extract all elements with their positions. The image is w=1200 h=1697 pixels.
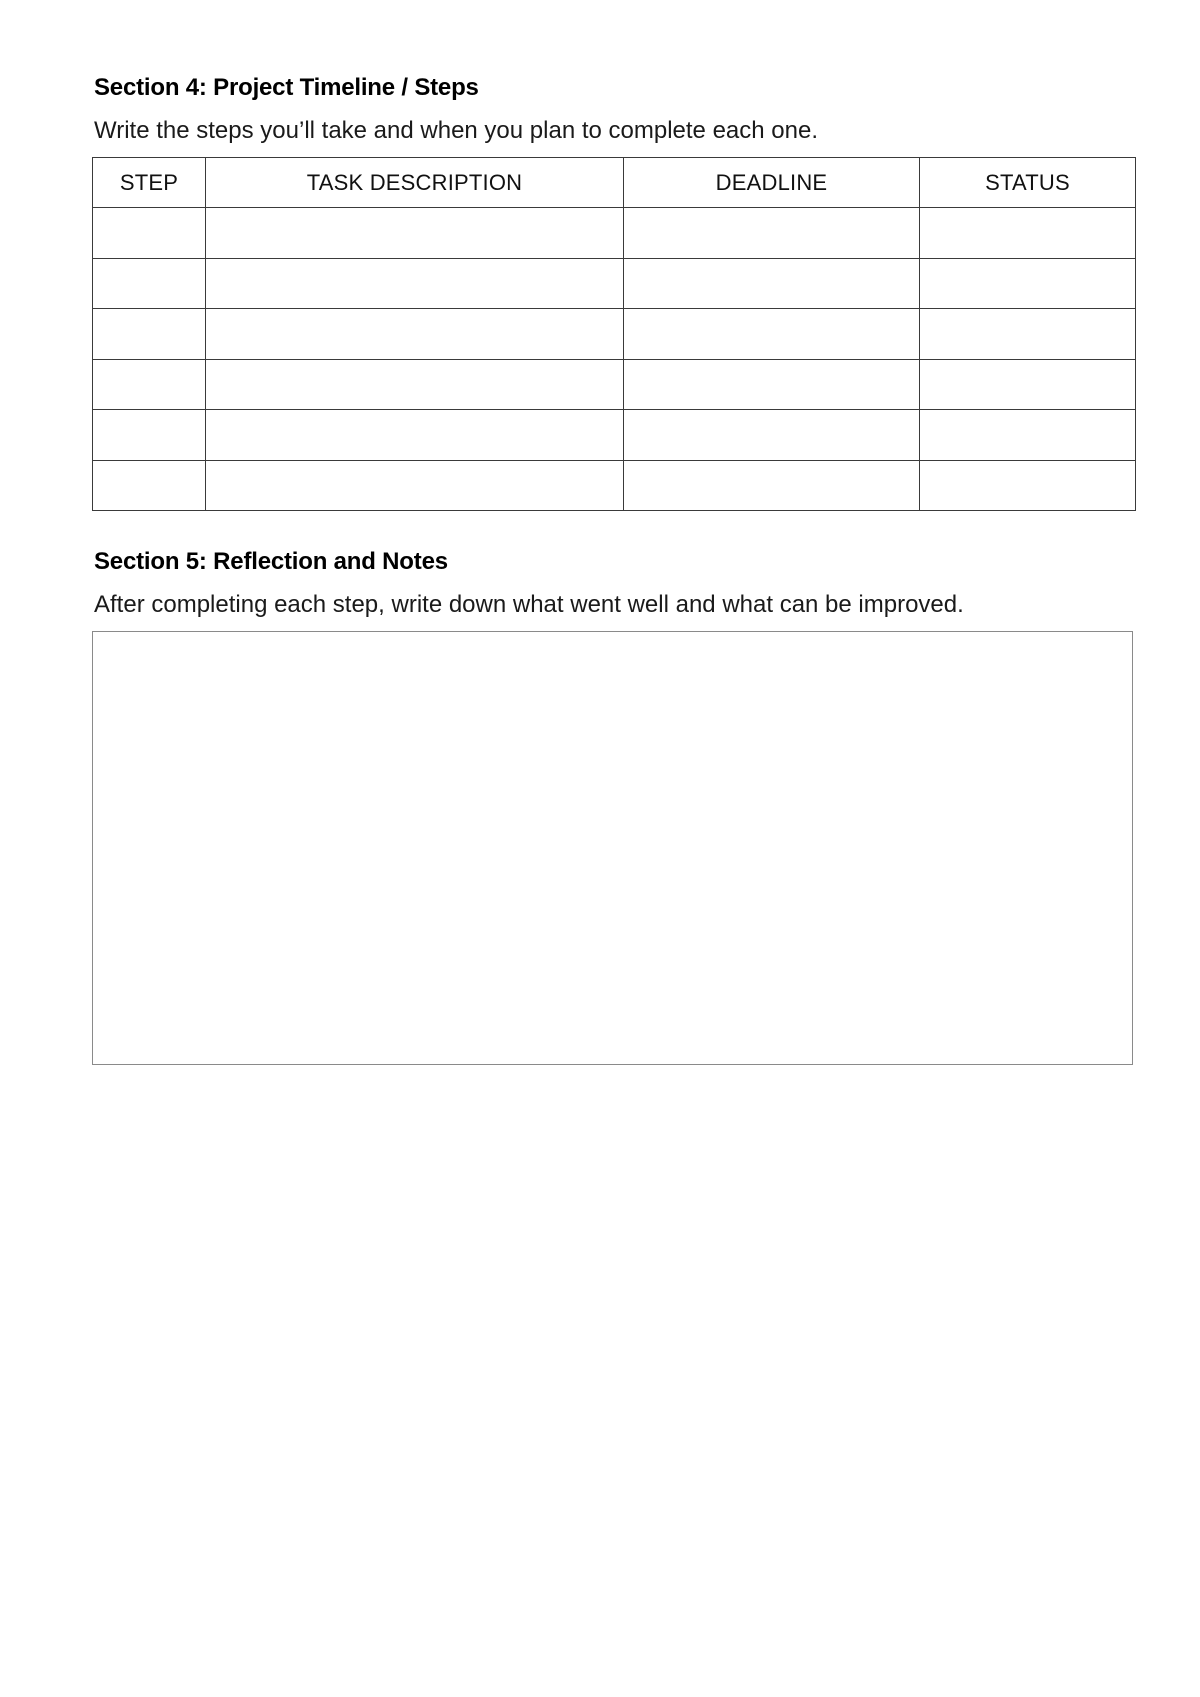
section-4-heading: Section 4: Project Timeline / Steps — [94, 74, 479, 101]
task-description-cell[interactable] — [206, 208, 624, 259]
step-cell[interactable] — [93, 460, 206, 511]
status-cell[interactable] — [920, 359, 1136, 410]
deadline-cell[interactable] — [624, 258, 920, 309]
status-cell[interactable] — [920, 460, 1136, 511]
status-cell[interactable] — [920, 208, 1136, 259]
section-4-instruction: Write the steps you’ll take and when you plan to complete each one. — [94, 117, 818, 144]
table-row — [93, 460, 1136, 511]
section-5-instruction: After completing each step, write down what went well and what can be improved. — [94, 591, 964, 618]
table-row — [93, 208, 1136, 259]
status-cell[interactable] — [920, 258, 1136, 309]
task-description-cell[interactable] — [206, 359, 624, 410]
step-cell[interactable] — [93, 258, 206, 309]
deadline-cell[interactable] — [624, 208, 920, 259]
status-cell[interactable] — [920, 309, 1136, 360]
step-cell[interactable] — [93, 208, 206, 259]
reflection-notes-box[interactable] — [92, 631, 1133, 1065]
table-header-row — [93, 158, 1136, 208]
task-description-cell[interactable] — [206, 410, 624, 461]
project-timeline-table — [92, 157, 1136, 511]
deadline-cell[interactable] — [624, 410, 920, 461]
status-cell[interactable] — [920, 410, 1136, 461]
table-row — [93, 410, 1136, 461]
task-description-cell[interactable] — [206, 309, 624, 360]
header-status: STATUS — [920, 158, 1136, 208]
header-task-description: TASK DESCRIPTION — [206, 158, 624, 208]
deadline-cell[interactable] — [624, 460, 920, 511]
section-5-heading: Section 5: Reflection and Notes — [94, 548, 448, 575]
deadline-cell[interactable] — [624, 309, 920, 360]
table-row — [93, 359, 1136, 410]
table-row — [93, 309, 1136, 360]
header-deadline: DEADLINE — [624, 158, 920, 208]
table-row — [93, 258, 1136, 309]
header-step: STEP — [93, 158, 206, 208]
task-description-cell[interactable] — [206, 460, 624, 511]
step-cell[interactable] — [93, 410, 206, 461]
step-cell[interactable] — [93, 309, 206, 360]
task-description-cell[interactable] — [206, 258, 624, 309]
deadline-cell[interactable] — [624, 359, 920, 410]
step-cell[interactable] — [93, 359, 206, 410]
